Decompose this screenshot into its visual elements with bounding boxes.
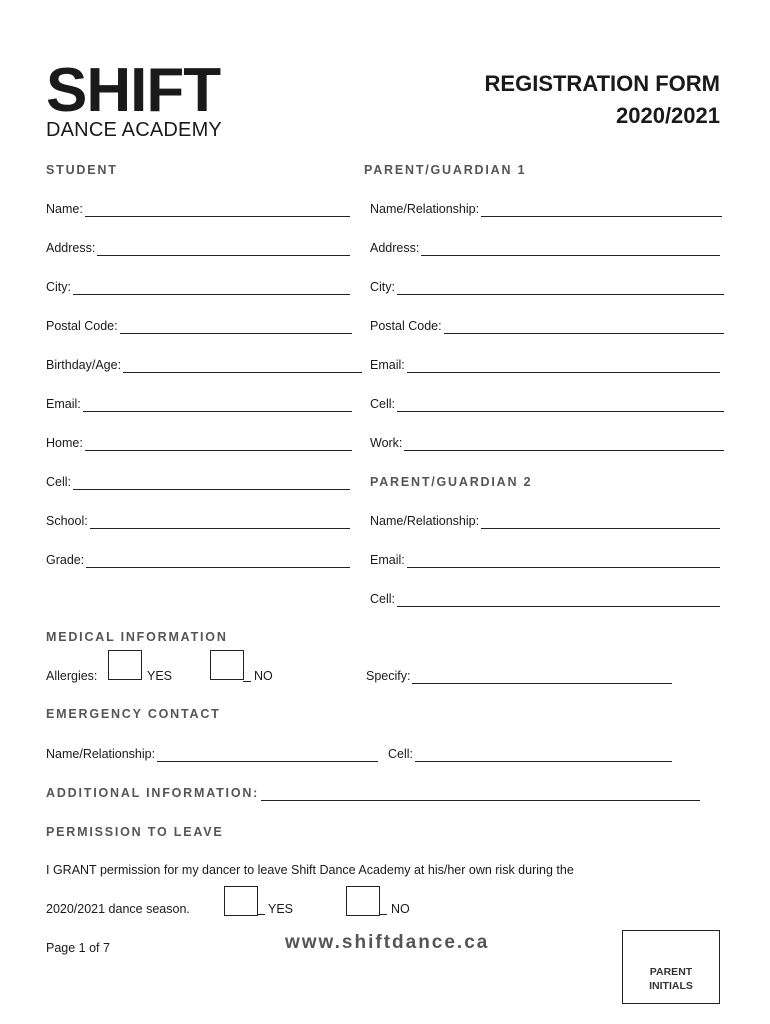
allergies-label: Allergies: [46, 669, 98, 683]
field-label: Work: [370, 436, 403, 450]
parent2-email-field[interactable] [370, 552, 720, 568]
field-label: Name/Relationship: [46, 747, 156, 761]
field-line [481, 204, 722, 217]
checkbox-underline [379, 914, 387, 915]
field-label: ADDITIONAL INFORMATION: [46, 786, 260, 800]
permission-no-label: NO [391, 902, 410, 916]
logo-subtitle: DANCE ACADEMY [46, 119, 222, 141]
form-title: REGISTRATION FORM [484, 71, 720, 96]
field-line [83, 399, 352, 412]
checkbox-underline [243, 681, 251, 682]
field-line [123, 360, 362, 373]
field-label: Cell: [46, 475, 72, 489]
parent1-cell-field[interactable] [370, 396, 724, 412]
field-line [261, 788, 700, 801]
allergies-specify-field[interactable] [366, 668, 672, 684]
parent1-heading: PARENT/GUARDIAN 1 [364, 163, 527, 177]
allergies-no-label: NO [254, 669, 273, 683]
field-line [97, 243, 350, 256]
field-label: Email: [370, 358, 405, 372]
field-line [407, 360, 720, 373]
permission-no-checkbox[interactable] [346, 886, 380, 916]
field-line [397, 399, 724, 412]
parent1-email-field[interactable] [370, 357, 720, 373]
parent2-cell-field[interactable] [370, 591, 720, 607]
permission-season: 2020/2021 dance season. [46, 902, 190, 916]
student-home-field[interactable] [46, 435, 352, 451]
field-line [120, 321, 352, 334]
checkbox-underline [257, 914, 265, 915]
student-birthday-field[interactable] [46, 357, 362, 373]
field-label: School: [46, 514, 88, 528]
field-label: Address: [46, 241, 96, 255]
parent1-name-field[interactable] [370, 201, 722, 217]
allergies-yes-label: YES [147, 669, 173, 683]
parent2-name-field[interactable] [370, 513, 720, 529]
field-line [481, 516, 720, 529]
student-grade-field[interactable] [46, 552, 350, 568]
field-line [397, 594, 720, 607]
field-label: Name/Relationship: [370, 202, 480, 216]
field-line [157, 749, 378, 762]
student-city-field[interactable] [46, 279, 350, 295]
field-label: Home: [46, 436, 83, 450]
field-line [397, 282, 724, 295]
field-line [85, 438, 352, 451]
field-label: Email: [370, 553, 405, 567]
field-label: Grade: [46, 553, 85, 567]
field-label: Birthday/Age: [46, 358, 122, 372]
student-address-field[interactable] [46, 240, 350, 256]
field-line [86, 555, 350, 568]
field-line [73, 282, 350, 295]
field-line [73, 477, 350, 490]
parent2-heading: PARENT/GUARDIAN 2 [370, 475, 533, 489]
field-line [444, 321, 724, 334]
parent1-postal-code-field[interactable] [370, 318, 724, 334]
permission-statement: I GRANT permission for my dancer to leave Shift Dance Academy at his/her own risk during the [46, 863, 574, 877]
emergency-name-field[interactable] [46, 746, 378, 762]
emergency-heading: EMERGENCY CONTACT [46, 707, 221, 721]
page-number: Page 1 of 7 [46, 941, 110, 955]
field-line [412, 671, 672, 684]
medical-heading: MEDICAL INFORMATION [46, 630, 228, 644]
student-school-field[interactable] [46, 513, 350, 529]
permission-heading: PERMISSION TO LEAVE [46, 825, 224, 839]
student-postal-code-field[interactable] [46, 318, 352, 334]
allergies-yes-checkbox[interactable] [108, 650, 142, 680]
field-label: Name: [46, 202, 83, 216]
additional-info-field[interactable] [46, 785, 700, 801]
parent1-address-field[interactable] [370, 240, 720, 256]
field-label: City: [370, 280, 395, 294]
field-label: Specify: [366, 669, 411, 683]
initials-line1: PARENT [649, 966, 693, 978]
field-label: Cell: [388, 747, 414, 761]
field-label: Cell: [370, 397, 396, 411]
field-label: City: [46, 280, 71, 294]
field-label: Postal Code: [46, 319, 118, 333]
field-line [415, 749, 672, 762]
parent1-city-field[interactable] [370, 279, 724, 295]
allergies-no-checkbox[interactable] [210, 650, 244, 680]
permission-yes-checkbox[interactable] [224, 886, 258, 916]
field-label: Address: [370, 241, 420, 255]
parent-initials-box[interactable] [622, 930, 720, 1004]
emergency-cell-field[interactable] [388, 746, 672, 762]
website-link[interactable]: www.shiftdance.ca [285, 932, 490, 953]
field-line [85, 204, 350, 217]
field-label: Postal Code: [370, 319, 442, 333]
logo-wordmark: SHIFT [46, 56, 221, 125]
field-label: Name/Relationship: [370, 514, 480, 528]
initials-label [623, 965, 719, 993]
field-label: Email: [46, 397, 81, 411]
field-line [407, 555, 720, 568]
student-heading: STUDENT [46, 163, 118, 177]
parent1-work-field[interactable] [370, 435, 724, 451]
form-year: 2020/2021 [616, 103, 720, 128]
student-email-field[interactable] [46, 396, 352, 412]
field-line [421, 243, 720, 256]
student-cell-field[interactable] [46, 474, 350, 490]
student-name-field[interactable] [46, 201, 350, 217]
field-line [90, 516, 350, 529]
permission-yes-label: YES [268, 902, 294, 916]
initials-line2: INITIALS [649, 980, 693, 992]
field-line [404, 438, 724, 451]
field-label: Cell: [370, 592, 396, 606]
